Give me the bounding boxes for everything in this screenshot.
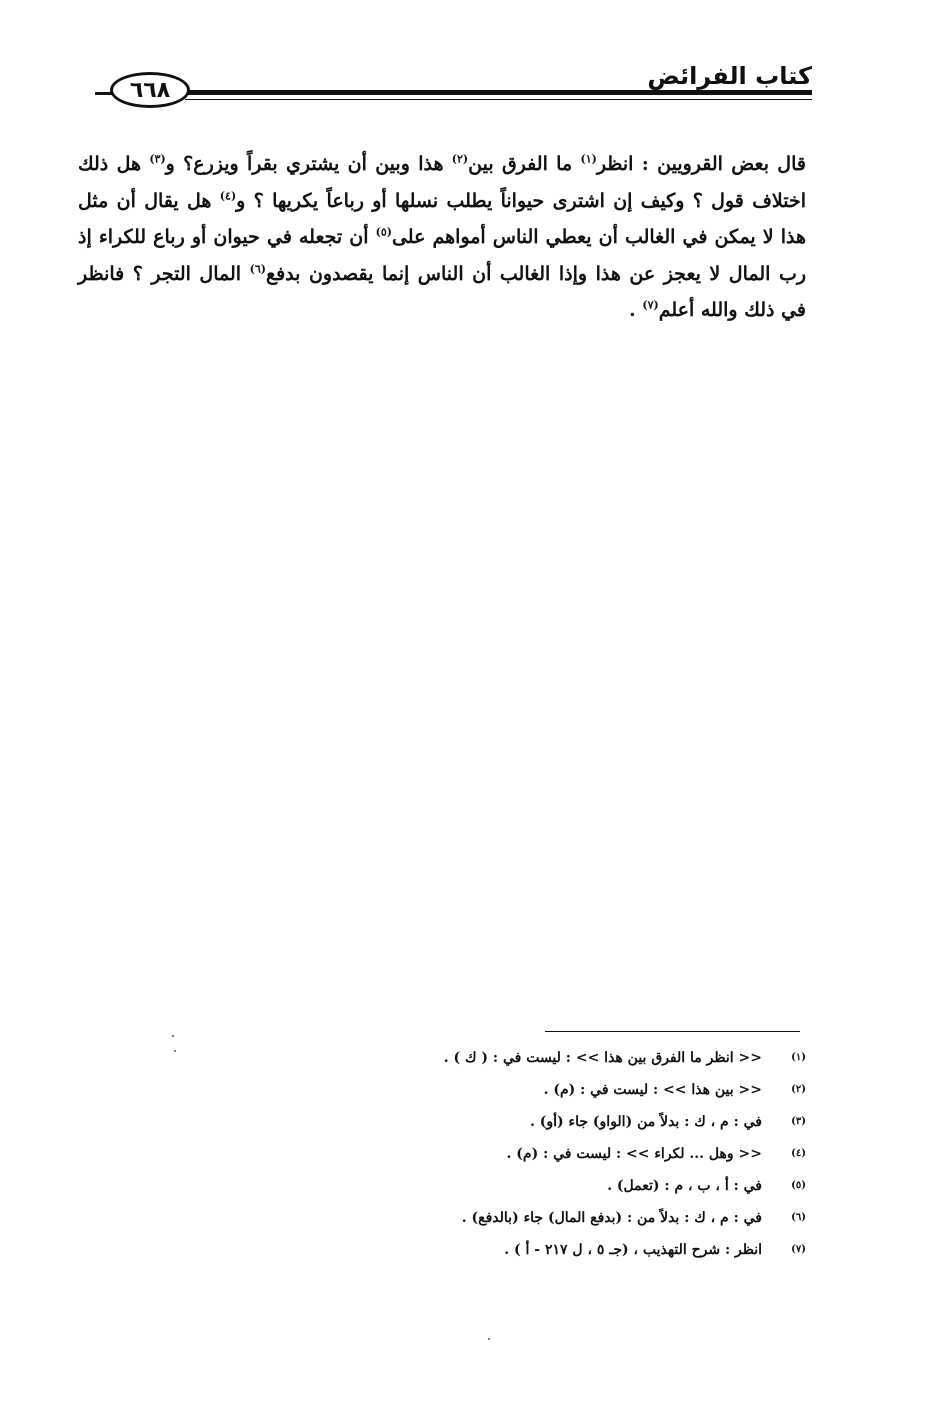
footnote-separator bbox=[545, 1031, 800, 1032]
footnote-number: (٣) bbox=[791, 1116, 806, 1127]
footnote-number: (٤) bbox=[791, 1148, 806, 1159]
body-paragraph: قال بعض القرويين : انظر$^{(١)}$ ما الفرق بين$^{(٢)}$ هذا وبين أن يشتري بقراً ويزرع؟ و$^{(٣)}$ هل ذلك اختلاف قول ؟ وكيف إن اشترى حيواناً يطلب نسلها أو رباعاً يكريها ؟ و$^{(٤)}$ هل يقال أن مثل هذا لا يمكن في الغالب أن يعطي الناس أمواهم على$^{(٥)}$ أن تجعله في حيوان أو رباع للكراء إذ رب المال لا يعجز عن هذا وإذا الغالب أن الناس إنما يقصدون بدفع$^{(٦)}$ المال التجر ؟ فانظر في ذلك والله أعلم$^{(٧)}$ . bbox=[78, 152, 807, 321]
footnote-text: << انظر ما الفرق بين هذا >> : ليست في : ( ك ) . bbox=[443, 1050, 762, 1066]
book-title: كتاب الفرائض bbox=[647, 62, 812, 90]
footnote-text: في : م ، ك : بدلاً من : (بدفع المال) جاء (بالدفع) . bbox=[461, 1210, 762, 1226]
footnote-text: في : أ ، ب ، م : (تعمل) . bbox=[607, 1178, 762, 1194]
footnote-text: << بين هذا >> : ليست في : (م) . bbox=[543, 1082, 762, 1098]
header-rule-thick bbox=[185, 90, 812, 95]
page-number: ٦٦٨ bbox=[129, 77, 171, 103]
footnote-number: (٦) bbox=[791, 1212, 806, 1223]
footnote-number: (٧) bbox=[791, 1244, 806, 1255]
footnote-item bbox=[300, 1170, 806, 1202]
footnote-item bbox=[300, 1074, 806, 1106]
scan-speck bbox=[174, 1050, 176, 1052]
body-text bbox=[78, 146, 806, 329]
scan-speck bbox=[488, 1338, 490, 1340]
page-number-badge bbox=[110, 72, 190, 108]
header-rule-thin bbox=[185, 99, 812, 100]
footnote-text: << وهل ... لكراء >> : ليست في : (م) . bbox=[506, 1146, 762, 1162]
page-header bbox=[0, 0, 945, 120]
footnote-item bbox=[300, 1202, 806, 1234]
footnote-item bbox=[300, 1138, 806, 1170]
footnotes-list bbox=[300, 1042, 806, 1266]
scan-speck bbox=[172, 1035, 174, 1037]
footnote-number: (١) bbox=[791, 1052, 806, 1063]
footnote-text: انظر : شرح التهذيب ، (جـ ٥ ، ل ٢١٧ - أ ) . bbox=[504, 1242, 762, 1258]
footnote-item bbox=[300, 1234, 806, 1266]
footnote-item bbox=[300, 1106, 806, 1138]
footnote-item bbox=[300, 1042, 806, 1074]
footnote-number: (٥) bbox=[791, 1180, 806, 1191]
footnote-text: في : م ، ك : بدلاً من (الواو) جاء (أو) . bbox=[530, 1114, 762, 1130]
footnote-number: (٢) bbox=[791, 1084, 806, 1095]
